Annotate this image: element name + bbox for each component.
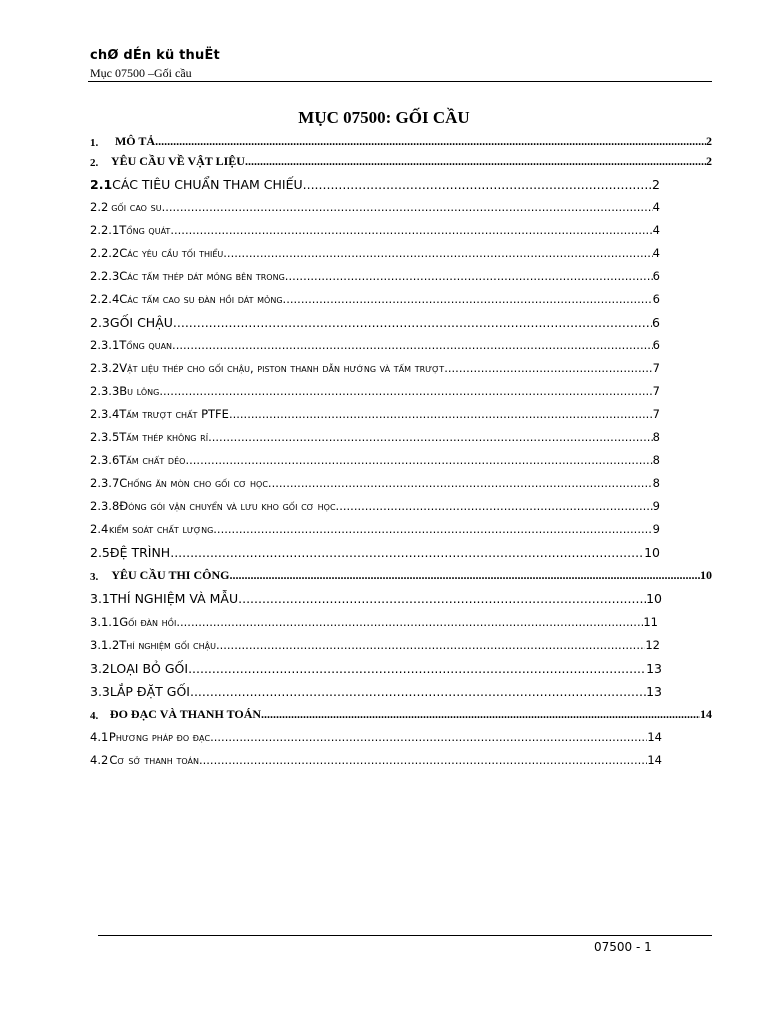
toc-entry[interactable] [90, 591, 662, 606]
toc-leader [238, 591, 646, 606]
toc-label: MÔ TẢ [114, 134, 156, 148]
toc-page: 6 [652, 315, 660, 330]
toc-entry[interactable] [90, 684, 662, 699]
toc-entry[interactable] [90, 177, 660, 192]
toc-leader [199, 753, 647, 767]
toc-number: 2.3 [90, 315, 110, 330]
toc-entry[interactable] [90, 315, 660, 330]
toc-page: 8 [652, 430, 660, 444]
toc-entry[interactable] [90, 292, 660, 306]
toc-number: 2.2.2 [90, 246, 120, 260]
toc-page: 14 [647, 730, 662, 744]
toc-number: 2.2.3 [90, 269, 120, 283]
toc-label: YÊU CẦU THI CÔNG [111, 568, 230, 582]
toc-page: 12 [645, 638, 660, 652]
toc-page: 9 [652, 499, 660, 513]
toc-number: 2. [90, 157, 99, 169]
toc-page: 2 [706, 154, 712, 168]
toc-number: 3.2 [90, 661, 110, 676]
toc-page: 13 [646, 684, 662, 699]
toc-leader [245, 154, 706, 169]
toc-label: Thí nghiệm gối chậu [119, 638, 216, 652]
toc-entry[interactable] [90, 545, 660, 560]
toc-leader [229, 568, 700, 583]
toc-number: 1. [90, 137, 99, 149]
toc-page: 10 [700, 568, 712, 582]
toc-entry[interactable] [90, 522, 660, 536]
toc-entry[interactable] [90, 430, 660, 444]
toc-number: 3. [90, 571, 99, 583]
toc-page: 14 [700, 707, 712, 721]
toc-label: gối cao su [111, 200, 162, 214]
toc-label: kiểm soát chất lượng [109, 522, 214, 536]
toc-number: 4.1 [90, 730, 109, 744]
toc-number: 2.3.2 [90, 361, 120, 375]
toc-label: Cơ sở thanh toán [109, 753, 199, 767]
toc-page: 10 [646, 591, 662, 606]
toc-number: 4.2 [90, 753, 109, 767]
toc-number: 2.5 [90, 545, 110, 560]
toc-label: LOẠI BỎ GỐI [109, 661, 189, 676]
toc-label: ĐỆ TRÌNH [109, 545, 171, 560]
toc-entry[interactable] [90, 453, 660, 467]
toc-number: 2.3.7 [90, 476, 120, 490]
toc-entry[interactable] [90, 476, 660, 490]
toc-label: Chống ăn mòn cho gối cơ học [119, 476, 268, 490]
toc-page: 8 [652, 476, 660, 490]
toc-label: Các tấm thép dát mỏng bên trong [119, 269, 285, 283]
toc-label: LẮP ĐẶT GỐI [109, 684, 190, 699]
toc-number: 2.4 [90, 522, 109, 536]
toc-number: 2.3.5 [90, 430, 120, 444]
page-title: MỤC 07500: GỐI CẦU [298, 108, 470, 127]
toc-entry[interactable] [90, 246, 660, 260]
toc-number: 2.1 [90, 177, 113, 192]
toc-leader [283, 292, 653, 306]
toc-number: 3.1 [90, 591, 110, 606]
header-title: chØ dÉn kü thuËt [90, 48, 220, 63]
toc-entry[interactable] [90, 154, 712, 169]
toc-label: CÁC TIÊU CHUẨN THAM CHIẾU [112, 177, 303, 192]
toc-leader [216, 638, 645, 652]
toc-label: YÊU CẦU VỀ VẬT LIỆU [110, 154, 245, 168]
toc-leader [162, 200, 653, 214]
toc-page: 4 [652, 246, 660, 260]
toc-leader [210, 730, 647, 744]
toc-entry[interactable] [90, 361, 660, 375]
toc-page: 8 [652, 453, 660, 467]
toc-leader [444, 361, 652, 375]
toc-number: 2.2.1 [90, 223, 120, 237]
toc-number: 3.1.1 [90, 615, 120, 629]
toc-page: 10 [644, 545, 660, 560]
toc-leader [208, 430, 653, 444]
toc-page: 6 [652, 338, 660, 352]
toc-entry[interactable] [90, 615, 658, 629]
toc-label: Bu lông [119, 384, 160, 398]
toc-label: Tổng quan [119, 338, 173, 352]
toc-leader [303, 177, 652, 192]
page-number: 07500 - 1 [594, 940, 652, 954]
toc-label: Tấm trượt chất PTFE [119, 407, 229, 421]
toc-leader [261, 707, 700, 722]
toc-entry[interactable] [90, 269, 660, 283]
toc-page: 6 [652, 292, 660, 306]
toc-entry[interactable] [90, 338, 660, 352]
toc-number: 3.1.2 [90, 638, 120, 652]
toc-label: Phương pháp đo đạc [108, 730, 211, 744]
toc-number: 2.3.1 [90, 338, 120, 352]
toc-label: Gối đàn hồi [119, 615, 177, 629]
toc-number: 2.3.8 [90, 499, 120, 513]
toc-page: 7 [652, 384, 660, 398]
toc-page: 4 [652, 200, 660, 214]
toc-label: Các yêu cầu tối thiểu [119, 246, 224, 260]
toc-page: 7 [652, 407, 660, 421]
toc-entry[interactable] [90, 661, 662, 676]
toc-leader [173, 315, 652, 330]
toc-number: 2.3.3 [90, 384, 120, 398]
toc-leader [185, 453, 652, 467]
footer-divider [98, 935, 712, 936]
toc-label: Vật liệu thép cho gối chậu, piston thanh dẫn hướng và tấm trượt [119, 361, 445, 375]
toc-page: 14 [647, 753, 662, 767]
toc-page: 4 [652, 223, 660, 237]
toc-page: 11 [643, 615, 658, 629]
toc-page: 7 [652, 361, 660, 375]
toc-leader [229, 407, 653, 421]
toc-leader [268, 476, 653, 490]
toc-label: Các tấm cao su đàn hồi dát mỏng [119, 292, 283, 306]
toc-number: 2.3.4 [90, 407, 120, 421]
toc-entry[interactable] [90, 707, 712, 722]
toc-number: 4. [90, 710, 99, 722]
toc-leader [336, 499, 653, 513]
toc-label: GỐI CHẬU [109, 315, 173, 330]
toc-label: Tấm chất dẻo [119, 453, 186, 467]
toc-label: ĐO ĐẠC VÀ THANH TOÁN [109, 707, 262, 721]
toc-page: 6 [652, 269, 660, 283]
toc-label: Tổng quát [119, 223, 171, 237]
toc-leader [172, 338, 653, 352]
toc-leader [155, 134, 706, 149]
toc-leader [170, 545, 644, 560]
toc-label: Tấm thép không rỉ [119, 430, 209, 444]
toc-label: THÍ NGHIỆM VÀ MẪU [109, 591, 239, 606]
toc-leader [188, 661, 646, 676]
toc-entry[interactable] [90, 223, 660, 237]
toc-entry[interactable] [90, 753, 662, 767]
header-subtitle: Mục 07500 –Gối cầu [90, 66, 192, 80]
toc-leader [285, 269, 653, 283]
toc-leader [190, 684, 646, 699]
toc-leader [170, 223, 652, 237]
toc-number: 2.2.4 [90, 292, 120, 306]
toc-entry[interactable] [90, 638, 660, 652]
toc-page: 9 [652, 522, 660, 536]
toc-leader [213, 522, 652, 536]
toc-number: 2.2 [90, 200, 109, 214]
toc-number: 3.3 [90, 684, 110, 699]
toc-entry[interactable] [90, 200, 660, 214]
toc-page: 2 [706, 134, 712, 148]
toc-entry[interactable] [90, 568, 712, 583]
toc-leader [223, 246, 652, 260]
toc-number: 2.3.6 [90, 453, 120, 467]
toc-leader [159, 384, 652, 398]
toc-page: 2 [652, 177, 660, 192]
toc-entry[interactable] [90, 730, 662, 744]
toc-entry[interactable] [90, 407, 660, 421]
header-divider [88, 81, 712, 82]
toc-leader [176, 615, 643, 629]
toc-entry[interactable] [90, 134, 712, 149]
toc-entry[interactable] [90, 384, 660, 398]
toc-label: Đóng gói vận chuyển và lưu kho gối cơ học [119, 499, 336, 513]
toc-entry[interactable] [90, 499, 660, 513]
toc-page: 13 [646, 661, 662, 676]
